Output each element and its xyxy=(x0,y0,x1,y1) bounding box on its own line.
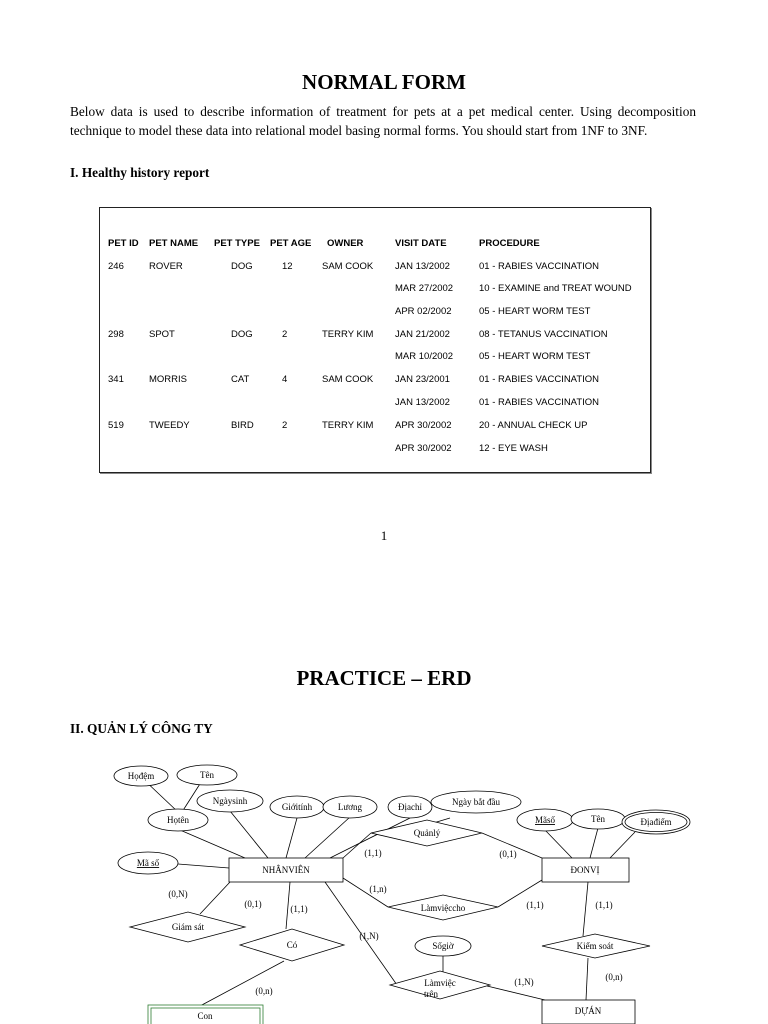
cell-visit-date: APR 30/2002 xyxy=(395,420,452,431)
label-gioitinh: Giớitính xyxy=(281,802,313,812)
cell-procedure: 20 - ANNUAL CHECK UP xyxy=(479,420,588,431)
cell-pet-name: TWEEDY xyxy=(149,420,190,431)
header-pet-id: PET ID xyxy=(108,238,139,249)
cell-owner: SAM COOK xyxy=(322,374,374,385)
section-heading-company-management: II. QUẢN LÝ CÔNG TY xyxy=(70,721,213,736)
page-title-normal-form: NORMAL FORM xyxy=(302,70,466,94)
label-hodem: Họđệm xyxy=(127,771,155,781)
cell-visit-date: APR 02/2002 xyxy=(395,306,452,317)
label-luong: Lương xyxy=(337,802,363,812)
cell-procedure: 12 - EYE WASH xyxy=(479,443,548,454)
line-donvi-kiemsoat xyxy=(583,882,588,936)
card-nhanvien-quanly: (1,1) xyxy=(364,848,382,858)
cell-visit-date: JAN 21/2002 xyxy=(395,329,450,340)
card-giamsat-a: (0,N) xyxy=(168,889,188,899)
card-nhanvien-lamviec: (1,N) xyxy=(359,931,379,941)
label-quanly: Quảnlý xyxy=(413,828,441,838)
card-donvi-quanly: (0,1) xyxy=(499,849,517,859)
header-pet-age: PET AGE xyxy=(270,238,312,249)
line-diadiem-donvi xyxy=(610,832,635,858)
card-con-co: (0,n) xyxy=(255,986,273,996)
card-donvi-kiemsoat: (1,1) xyxy=(595,900,613,910)
cell-owner: TERRY KIM xyxy=(322,329,374,340)
cell-visit-date: JAN 13/2002 xyxy=(395,397,450,408)
label-ngaybatdau: Ngày bắt đầu xyxy=(452,797,500,807)
cell-procedure: 01 - RABIES VACCINATION xyxy=(479,261,600,272)
cell-owner: TERRY KIM xyxy=(322,420,374,431)
label-lamviec: Làmviệc xyxy=(424,978,456,988)
header-procedure: PROCEDURE xyxy=(479,238,540,249)
cell-pet-name: SPOT xyxy=(149,329,175,340)
line-nhanvien-giamsat xyxy=(200,882,230,914)
cell-pet-id: 341 xyxy=(108,374,124,385)
section-heading-healthy-history: I. Healthy history report xyxy=(70,165,210,180)
card-giamsat-b: (0,1) xyxy=(244,899,262,909)
cell-pet-name: ROVER xyxy=(149,261,183,272)
label-maso-nv: Mã số xyxy=(136,858,160,868)
label-lamviec-sub: trên xyxy=(424,989,438,999)
line-maso-nhanvien xyxy=(178,864,229,868)
card-nhanvien-co: (1,1) xyxy=(290,904,308,914)
header-owner: OWNER xyxy=(327,238,364,249)
cell-procedure: 10 - EXAMINE and TREAT WOUND xyxy=(479,283,632,294)
label-lamvieccho: Làmviệccho xyxy=(420,903,466,913)
line-ngaysinh-nhanvien xyxy=(230,811,268,858)
label-duan: DỰÁN xyxy=(574,1006,602,1016)
card-donvi-lamvieccho: (1,1) xyxy=(526,900,544,910)
cell-procedure: 05 - HEART WORM TEST xyxy=(479,351,591,362)
header-pet-type: PET TYPE xyxy=(214,238,260,249)
cell-pet-id: 298 xyxy=(108,329,124,340)
label-donvi: ĐONVỊ xyxy=(570,865,600,875)
cell-procedure: 01 - RABIES VACCINATION xyxy=(479,397,600,408)
label-nhanvien: NHÂNVIÊN xyxy=(262,865,310,875)
line-co-con xyxy=(200,961,284,1006)
line-maso-donvi xyxy=(545,830,572,858)
line-ten-donvi xyxy=(590,828,598,858)
line-luong-nhanvien xyxy=(305,817,350,858)
cell-pet-type: CAT xyxy=(231,374,250,385)
label-ten-dv: Tên xyxy=(591,814,605,824)
line-hoten-nhanvien xyxy=(180,830,245,858)
cell-procedure: 01 - RABIES VACCINATION xyxy=(479,374,600,385)
cell-visit-date: JAN 13/2002 xyxy=(395,261,450,272)
cell-pet-age: 12 xyxy=(282,261,293,272)
header-visit-date: VISIT DATE xyxy=(395,238,447,249)
line-kiemsoat-duan xyxy=(586,958,588,1000)
label-ngaysinh: Ngàysinh xyxy=(212,796,248,806)
cell-procedure: 08 - TETANUS VACCINATION xyxy=(479,329,608,340)
page-number: 1 xyxy=(380,528,388,543)
page-title-practice-erd: PRACTICE – ERD xyxy=(296,666,472,690)
cell-pet-name: MORRIS xyxy=(149,374,187,385)
cell-pet-type: DOG xyxy=(231,261,253,272)
cell-visit-date: MAR 10/2002 xyxy=(395,351,454,362)
label-maso-dv: Mãsố xyxy=(535,815,555,825)
cell-visit-date: MAR 27/2002 xyxy=(395,283,454,294)
label-diadiem: Địađiểm xyxy=(640,817,672,827)
cell-pet-age: 2 xyxy=(282,420,288,431)
label-con: Con xyxy=(197,1011,213,1021)
label-hoten: Họtên xyxy=(167,815,189,825)
card-duan-kiemsoat: (0,n) xyxy=(605,972,623,982)
card-duan-lamviec: (1,N) xyxy=(514,977,534,987)
line-lamviec-duan xyxy=(487,986,545,1000)
intro-paragraph: Below data is used to describe information of treatment for pets at a pet medical center. Using decomposition technique to model these data into relational model basing normal forms. You should start from 1NF to 3NF. xyxy=(70,104,696,138)
header-pet-name: PET NAME xyxy=(149,238,199,249)
label-sogio: Sốgiờ xyxy=(432,941,454,951)
cell-visit-date: APR 30/2002 xyxy=(395,443,452,454)
label-ten-nv: Tên xyxy=(200,770,214,780)
cell-pet-age: 4 xyxy=(282,374,288,385)
pet-history-table xyxy=(99,207,651,473)
cell-pet-id: 246 xyxy=(108,261,124,272)
label-giamsat: Giám sát xyxy=(171,922,205,932)
erd-diagram xyxy=(0,740,768,1024)
line-gioitinh-nhanvien xyxy=(286,818,297,858)
cell-pet-type: BIRD xyxy=(231,420,254,431)
label-co: Có xyxy=(286,940,298,950)
cell-pet-id: 519 xyxy=(108,420,124,431)
cell-pet-type: DOG xyxy=(231,329,253,340)
label-diachi: Địachỉ xyxy=(398,802,422,812)
card-nhanvien-lamvieccho: (1,n) xyxy=(369,884,387,894)
cell-pet-age: 2 xyxy=(282,329,288,340)
cell-visit-date: JAN 23/2001 xyxy=(395,374,450,385)
label-kiemsoat: Kiểm soát xyxy=(576,941,614,951)
cell-procedure: 05 - HEART WORM TEST xyxy=(479,306,591,317)
cell-owner: SAM COOK xyxy=(322,261,374,272)
